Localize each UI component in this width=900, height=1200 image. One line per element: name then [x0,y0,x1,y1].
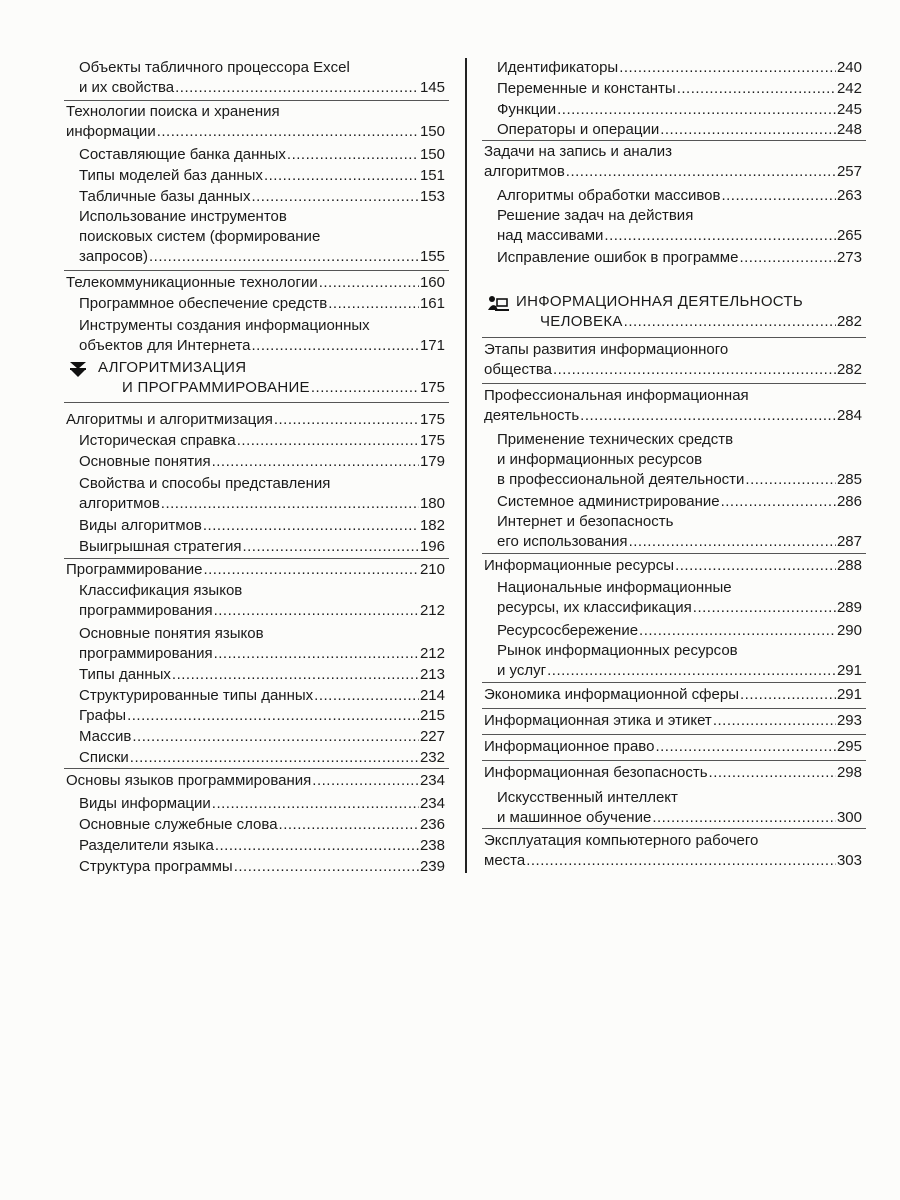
section-separator [64,402,449,403]
dot-leader [203,560,419,580]
page-number: 196 [419,538,445,555]
entry-title-line: Историческая справка [79,432,236,449]
dot-leader [279,815,419,835]
dot-leader [652,808,836,828]
page-number: 238 [419,837,445,854]
entry-title-line: Типы данных [79,666,171,683]
entry-title-line: Виды информации [79,795,211,812]
toc-subsection-entry[interactable] [79,166,445,186]
dot-leader [274,410,419,430]
entry-title-line: общества [484,361,552,378]
entry-title-line: поисковых систем (формирование [79,228,321,245]
dot-leader [251,187,419,207]
toc-section-entry[interactable] [484,711,862,731]
section-separator [64,270,449,271]
entry-title-line: Структура программы [79,858,233,875]
toc-section-entry[interactable] [66,771,445,791]
entry-title-line: Инструменты создания информационных [79,317,370,334]
dot-leader [157,122,419,142]
toc-section-entry[interactable] [484,386,862,426]
dot-leader [234,857,419,877]
section-separator [482,828,866,829]
toc-subsection-entry[interactable] [497,788,862,828]
entry-title-line: над массивами [497,227,604,244]
page-number: 257 [836,163,862,180]
section-separator [482,708,866,709]
dot-leader [212,794,419,814]
entry-title-line: Основные понятия [79,453,211,470]
dot-leader [566,162,836,182]
toc-subsection-entry[interactable] [79,815,445,835]
page-number: 175 [419,379,445,396]
entry-title-line: Интернет и безопасность [497,513,674,530]
page-number: 284 [836,407,862,424]
entry-title-line: Разделители языка [79,837,214,854]
toc-section-entry[interactable] [484,556,862,576]
entry-title-line: объектов для Интернета [79,337,251,354]
person-at-computer-icon [486,294,510,320]
entry-title-line: Массив [79,728,132,745]
page-number: 236 [419,816,445,833]
entry-title-line: программирования [79,645,213,662]
page-number: 182 [419,517,445,534]
toc-subsection-entry[interactable] [497,79,862,99]
page-number: 287 [836,533,862,550]
toc-subsection-entry[interactable] [497,641,862,681]
page-number: 234 [419,772,445,789]
dot-leader [251,336,418,356]
entry-title-line: и их свойства [79,79,175,96]
toc-subsection-entry[interactable] [79,581,445,621]
entry-title-line: Эксплуатация компьютерного рабочего [484,832,759,849]
toc-section-entry[interactable] [484,142,862,182]
dot-leader [214,644,419,664]
entry-title-line: Использование инструментов [79,208,287,225]
dot-leader [172,665,419,685]
dot-leader [214,601,419,621]
entry-title-line: и услуг [497,662,547,679]
toc-chapter-heading[interactable] [98,358,445,398]
toc-subsection-entry[interactable] [79,706,445,726]
dot-leader [319,273,419,293]
page-number: 153 [419,188,445,205]
dot-leader [655,737,836,757]
page-number: 242 [836,80,862,97]
page-number: 171 [419,337,445,354]
page-number: 248 [836,121,862,138]
entry-title-line: Составляющие банка данных [79,146,286,163]
entry-title-line: Типы моделей баз данных [79,167,263,184]
entry-title-line: Списки [79,749,129,766]
toc-subsection-entry[interactable] [497,58,862,78]
entry-title-line: его использования [497,533,628,550]
page-number: 150 [419,146,445,163]
toc-subsection-entry[interactable] [79,452,445,472]
entry-title-line: Виды алгоритмов [79,517,202,534]
entry-title-line: Телекоммуникационные технологии [66,274,318,291]
toc-subsection-entry[interactable] [497,248,862,268]
page-number: 289 [836,599,862,616]
entry-title-line: Структурированные типы данных [79,687,314,704]
entry-title-line: Национальные информационные [497,579,732,596]
dot-leader [287,145,419,165]
entry-title-line: Выигрышная стратегия [79,538,242,555]
page-number: 286 [836,493,862,510]
entry-title-line: Алгоритмы и алгоритмизация [66,411,273,428]
dot-leader [242,537,419,557]
page-number: 234 [419,795,445,812]
dot-leader [557,100,836,120]
toc-subsection-entry[interactable] [79,624,445,664]
entry-title-line: Профессиональная информационная [484,387,749,404]
dot-leader [161,494,419,514]
entry-title-line: ресурсы, их классификация [497,599,692,616]
page-number: 263 [836,187,862,204]
toc-section-entry[interactable] [484,685,862,705]
dot-leader [175,78,419,98]
page-number: 290 [836,622,862,639]
dot-leader [740,685,836,705]
toc-subsection-entry[interactable] [497,578,862,618]
page-number: 151 [419,167,445,184]
page-number: 288 [836,557,862,574]
page-number: 239 [419,858,445,875]
entry-title-line: Задачи на запись и анализ [484,143,673,160]
section-separator [64,558,449,559]
toc-subsection-entry[interactable] [79,665,445,685]
entry-title-line: Функции [497,101,557,118]
page-number: 285 [836,471,862,488]
toc-section-entry[interactable] [484,737,862,757]
entry-title-line: Информационные ресурсы [484,557,675,574]
entry-title-line: Основные понятия языков [79,625,264,642]
entry-title-line: и информационных ресурсов [497,451,703,468]
page-number: 155 [419,248,445,265]
dot-leader [130,748,419,768]
entry-title-line: Алгоритмы обработки массивов [497,187,721,204]
section-separator [482,383,866,384]
entry-title-line: Системное администрирование [497,493,720,510]
dot-leader [203,516,419,536]
section-separator [482,337,866,338]
toc-subsection-entry[interactable] [79,316,445,356]
page-number: 213 [419,666,445,683]
toc-section-entry[interactable] [66,410,445,430]
toc-section-entry[interactable] [66,102,445,142]
dot-leader [677,79,836,99]
entry-title-line: Свойства и способы представления [79,475,331,492]
entry-title-line: и машинное обучение [497,809,652,826]
toc-subsection-entry[interactable] [79,294,445,314]
entry-title-line: Графы [79,707,127,724]
dot-leader [547,661,836,681]
entry-title-line: Классификация языков [79,582,243,599]
toc-subsection-entry[interactable] [79,794,445,814]
toc-subsection-entry[interactable] [497,186,862,206]
dot-leader [580,406,836,426]
dot-leader [132,727,419,747]
page-number: 282 [836,313,862,330]
entry-title-line: Информационное право [484,738,655,755]
page-number: 145 [419,79,445,96]
dot-leader [314,686,419,706]
entry-title-line: Основные служебные слова [79,816,278,833]
entry-title-line: Применение технических средств [497,431,734,448]
toc-subsection-entry[interactable] [79,748,445,768]
toc-subsection-entry[interactable] [79,187,445,207]
entry-title-line: Технологии поиска и хранения [66,103,280,120]
entry-title-line: ИНФОРМАЦИОННАЯ ДЕЯТЕЛЬНОСТЬ [516,293,804,310]
page-number: 300 [836,809,862,826]
toc-subsection-entry[interactable] [79,431,445,451]
toc-subsection-entry[interactable] [79,686,445,706]
toc-subsection-entry[interactable] [79,58,445,98]
entry-title-line: Информационная этика и этикет [484,712,712,729]
dot-leader [553,360,836,380]
toc-subsection-entry[interactable] [497,492,862,512]
entry-title-line: Объекты табличного процессора Excel [79,59,350,76]
page-number: 293 [836,712,862,729]
entry-title-line: АЛГОРИТМИЗАЦИЯ [98,359,247,376]
dot-leader [709,763,836,783]
page-number: 215 [419,707,445,724]
dot-leader [127,706,419,726]
dot-leader [693,598,836,618]
entry-title-line: Идентификаторы [497,59,619,76]
dot-leader [215,836,419,856]
page-number: 282 [836,361,862,378]
section-separator [64,100,449,101]
toc-subsection-entry[interactable] [79,145,445,165]
page-number: 150 [419,123,445,140]
column-divider [465,58,467,873]
dot-leader [328,294,419,314]
dot-leader [149,247,419,267]
dot-leader [311,378,419,398]
dot-leader [639,621,836,641]
page-number: 161 [419,295,445,312]
entry-title-line: алгоритмов [79,495,160,512]
entry-title-line: алгоритмов [484,163,565,180]
entry-title-line: Информационная безопасность [484,764,708,781]
entry-title-line: Исправление ошибок в программе [497,249,739,266]
page-number: 295 [836,738,862,755]
entry-title-line: ЧЕЛОВЕКА [540,313,623,330]
toc-subsection-entry[interactable] [79,207,445,267]
page-number: 232 [419,749,445,766]
section-separator [482,140,866,141]
page-number: 210 [419,561,445,578]
entry-title-line: Ресурсосбережение [497,622,639,639]
dot-leader [721,186,836,206]
toc-subsection-entry[interactable] [497,621,862,641]
toc-section-entry[interactable] [484,763,862,783]
dot-leader [675,556,836,576]
dot-leader [721,492,836,512]
dot-leader [624,312,836,332]
page-number: 175 [419,432,445,449]
dot-leader [212,452,419,472]
entry-title-line: Табличные базы данных [79,188,251,205]
dot-leader [629,532,836,552]
toc-subsection-entry[interactable] [79,474,445,514]
entry-title-line: деятельность [484,407,580,424]
toc-subsection-entry[interactable] [497,100,862,120]
section-separator [64,768,449,769]
toc-chapter-heading[interactable] [516,292,862,332]
section-separator [482,553,866,554]
toc-subsection-entry[interactable] [497,206,862,246]
toc-section-entry[interactable] [484,831,862,871]
page-number: 245 [836,101,862,118]
page-number: 265 [836,227,862,244]
page-number: 214 [419,687,445,704]
page-number: 212 [419,645,445,662]
toc-section-entry[interactable] [66,560,445,580]
dot-leader [237,431,419,451]
entry-title-line: запросов) [79,248,149,265]
dot-leader [739,248,836,268]
dot-leader [526,851,836,871]
entry-title-line: Экономика информационной сферы [484,686,739,703]
entry-title-line: информации [66,123,156,140]
entry-title-line: места [484,852,526,869]
dot-leader [713,711,836,731]
page-number: 303 [836,852,862,869]
dot-leader [660,120,836,140]
toc-subsection-entry[interactable] [497,512,862,552]
section-separator [482,734,866,735]
toc-section-entry[interactable] [66,273,445,293]
page-number: 180 [419,495,445,512]
toc-subsection-entry[interactable] [79,836,445,856]
entry-title-line: Переменные и константы [497,80,676,97]
page-number: 273 [836,249,862,266]
page-number: 160 [419,274,445,291]
dot-leader [312,771,419,791]
page-number: 291 [836,686,862,703]
toc-subsection-entry[interactable] [79,857,445,877]
page-number: 179 [419,453,445,470]
toc-section-entry[interactable] [484,340,862,380]
toc-subsection-entry[interactable] [79,537,445,557]
dot-leader [604,226,836,246]
toc-subsection-entry[interactable] [79,727,445,747]
arrows-icon [68,360,88,384]
entry-title-line: Этапы развития информационного [484,341,729,358]
entry-title-line: Основы языков программирования [66,772,312,789]
dot-leader [745,470,836,490]
page-number: 212 [419,602,445,619]
entry-title-line: И ПРОГРАММИРОВАНИЕ [122,379,310,396]
page-number: 291 [836,662,862,679]
entry-title-line: Искусственный интеллект [497,789,678,806]
entry-title-line: программирования [79,602,213,619]
entry-title-line: Операторы и операции [497,121,660,138]
entry-title-line: Решение задач на действия [497,207,694,224]
toc-subsection-entry[interactable] [497,120,862,140]
page-number: 240 [836,59,862,76]
entry-title-line: в профессиональной деятельности [497,471,745,488]
page-number: 175 [419,411,445,428]
page-number: 298 [836,764,862,781]
dot-leader [619,58,836,78]
entry-title-line: Программное обеспечение средств [79,295,328,312]
entry-title-line: Рынок информационных ресурсов [497,642,738,659]
section-separator [482,682,866,683]
toc-subsection-entry[interactable] [497,430,862,490]
toc-subsection-entry[interactable] [79,516,445,536]
dot-leader [264,166,419,186]
section-separator [482,760,866,761]
page-number: 227 [419,728,445,745]
entry-title-line: Программирование [66,561,203,578]
